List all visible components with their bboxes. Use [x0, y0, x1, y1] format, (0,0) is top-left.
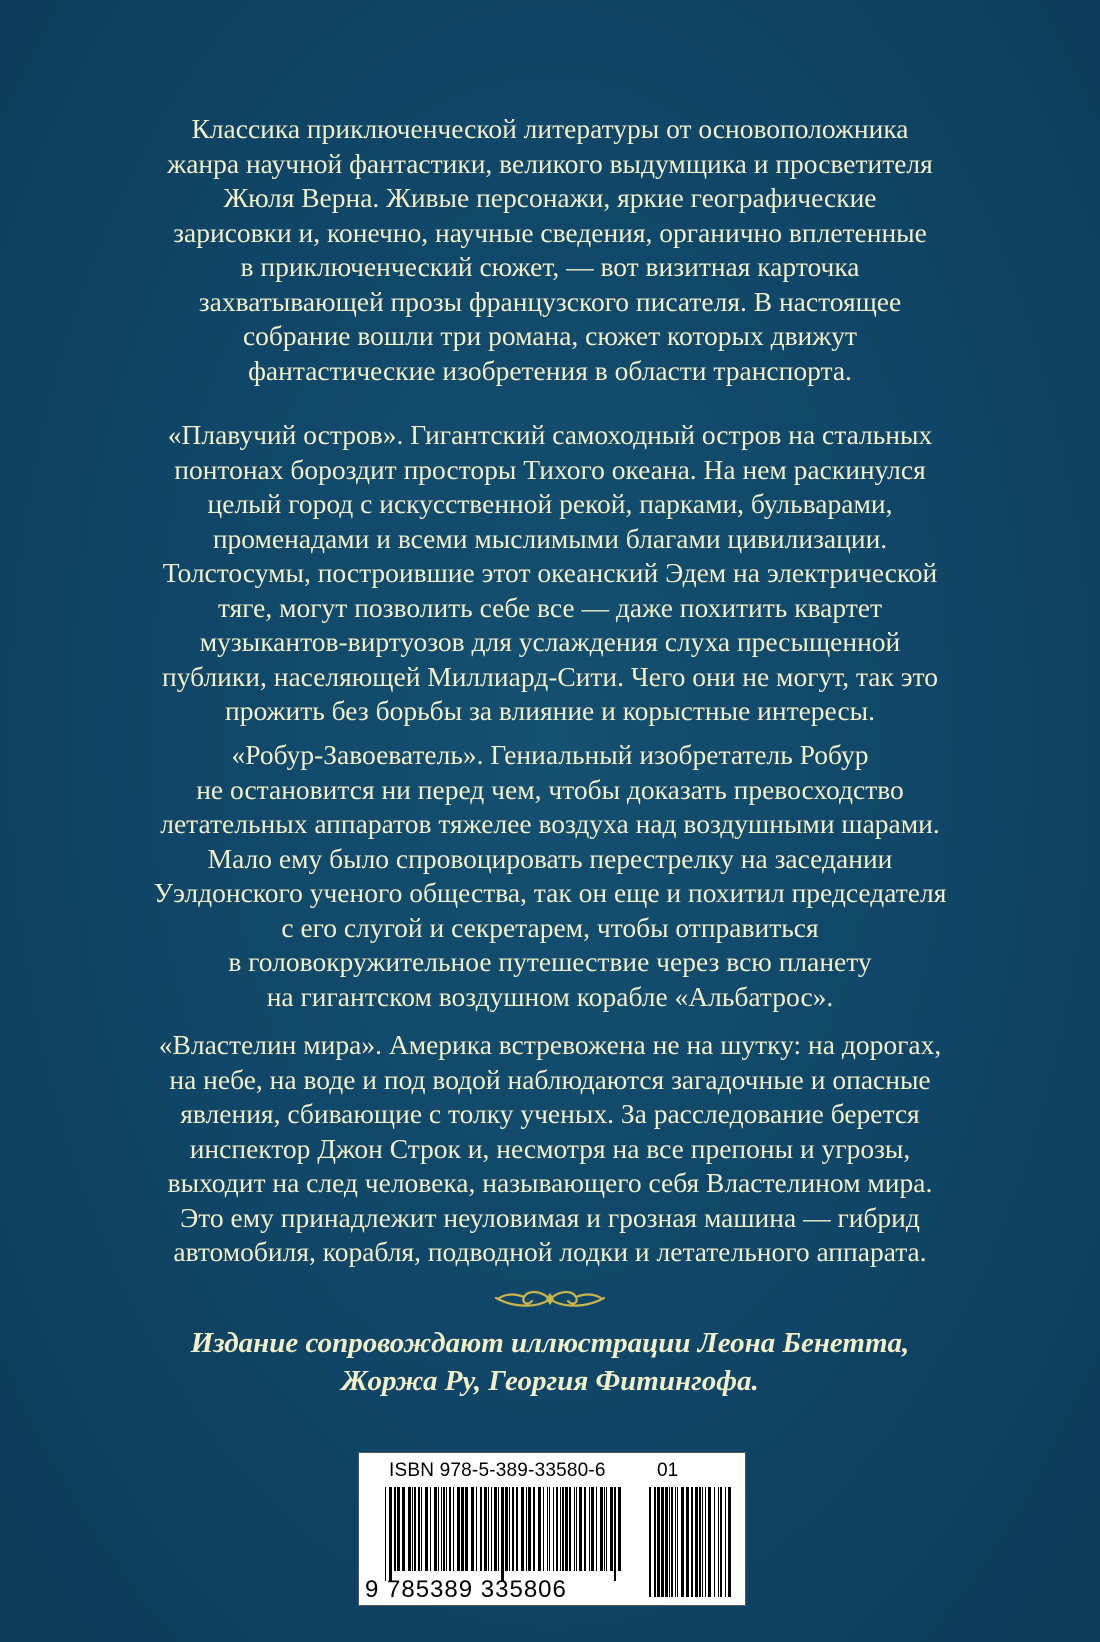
text-line: Классика приключенческой литературы от основоположника	[191, 113, 909, 144]
master-of-world-paragraph	[100, 1028, 1000, 1270]
text-line: «Плавучий остров». Гигантский самоходный остров на стальных	[167, 419, 933, 450]
text-line: не остановится ни перед чем, чтобы доказать превосходство	[196, 773, 904, 805]
robur-paragraph	[100, 738, 1000, 1014]
text-line: на небе, на воде и под водой наблюдаются загадочные и опасные	[169, 1063, 931, 1095]
text-line: выходит на след человека, называющего себя Властелином мира.	[167, 1167, 933, 1198]
isbn-barcode	[358, 1452, 746, 1606]
ean-digits: 9 785389 335806	[365, 1576, 567, 1603]
floating-island-paragraph	[100, 418, 1000, 729]
text-line: явления, сбивающие с толку ученых. За расследование берется	[180, 1098, 920, 1129]
text-line: променадами и всеми мыслимыми благами цивилизации.	[212, 522, 888, 554]
isbn-addon: 01	[657, 1460, 679, 1481]
text-line: тяге, могут позволить себе все — даже похитить квартет	[217, 591, 883, 623]
text-line: фантастические изобретения в области транспорта.	[248, 354, 852, 386]
text-line: зарисовки и, конечно, научные сведения, органично вплетенные	[173, 216, 927, 248]
text-line: публики, населяющей Миллиард-Сити. Чего они не могут, так это	[162, 660, 938, 692]
text-line: «Робур-Завоеватель». Гениальный изобретатель Робур	[231, 739, 869, 770]
credit-line: Жоржа Ру, Георгия Фитингофа.	[341, 1365, 759, 1397]
text-line: собрание вошли три романа, сюжет которых движут	[242, 320, 858, 351]
illustrators-credit	[100, 1324, 1000, 1400]
text-line: Жюля Верна. Живые персонажи, яркие географические	[223, 182, 877, 213]
text-line: понтонах бороздит просторы Тихого океана. На нем раскинулся	[174, 453, 926, 485]
intro-paragraph	[100, 112, 1000, 388]
credit-line: Издание сопровождают иллюстрации Леона Бенетта,	[190, 1327, 910, 1359]
text-line: музыкантов-виртуозов для услаждения слуха пресыщенной	[199, 626, 901, 657]
text-line: в головокружительное путешествие через всю планету	[228, 946, 872, 977]
text-line: жанра научной фантастики, великого выдумщика и просветителя	[167, 147, 933, 179]
text-line: Толстосумы, построившие этот океанский Эдем на электрической	[162, 557, 938, 588]
text-line: на гигантском воздушном корабле «Альбатрос».	[266, 980, 834, 1012]
text-line: автомобиля, корабля, подводной лодки и летательного аппарата.	[173, 1236, 927, 1267]
text-line: Уэлдонского ученого общества, так он еще и похитил председателя	[153, 877, 947, 908]
isbn-label: ISBN 978-5-389-33580-6	[389, 1460, 606, 1481]
text-line: Мало ему было спровоцировать перестрелку на заседании	[207, 842, 893, 874]
text-line: инспектор Джон Строк и, несмотря на все препоны и угрозы,	[189, 1132, 911, 1164]
text-line: прожить без борьбы за влияние и корыстные интересы.	[224, 695, 876, 726]
text-line: Это ему принадлежит неуловимая и грозная машина — гибрид	[180, 1201, 920, 1233]
text-line: «Властелин мира». Америка встревожена не на шутку: на дорогах,	[158, 1029, 942, 1060]
text-line: летательных аппаратов тяжелее воздуха над воздушными шарами.	[160, 808, 940, 839]
text-line: целый город с искусственной рекой, парками, бульварами,	[207, 488, 893, 519]
flourish-divider-icon	[490, 1284, 610, 1314]
text-line: захватывающей прозы французского писателя. В настоящее	[198, 285, 902, 317]
text-line: с его слугой и секретарем, чтобы отправиться	[281, 911, 819, 943]
text-line: в приключенческий сюжет, — вот визитная карточка	[240, 251, 860, 282]
